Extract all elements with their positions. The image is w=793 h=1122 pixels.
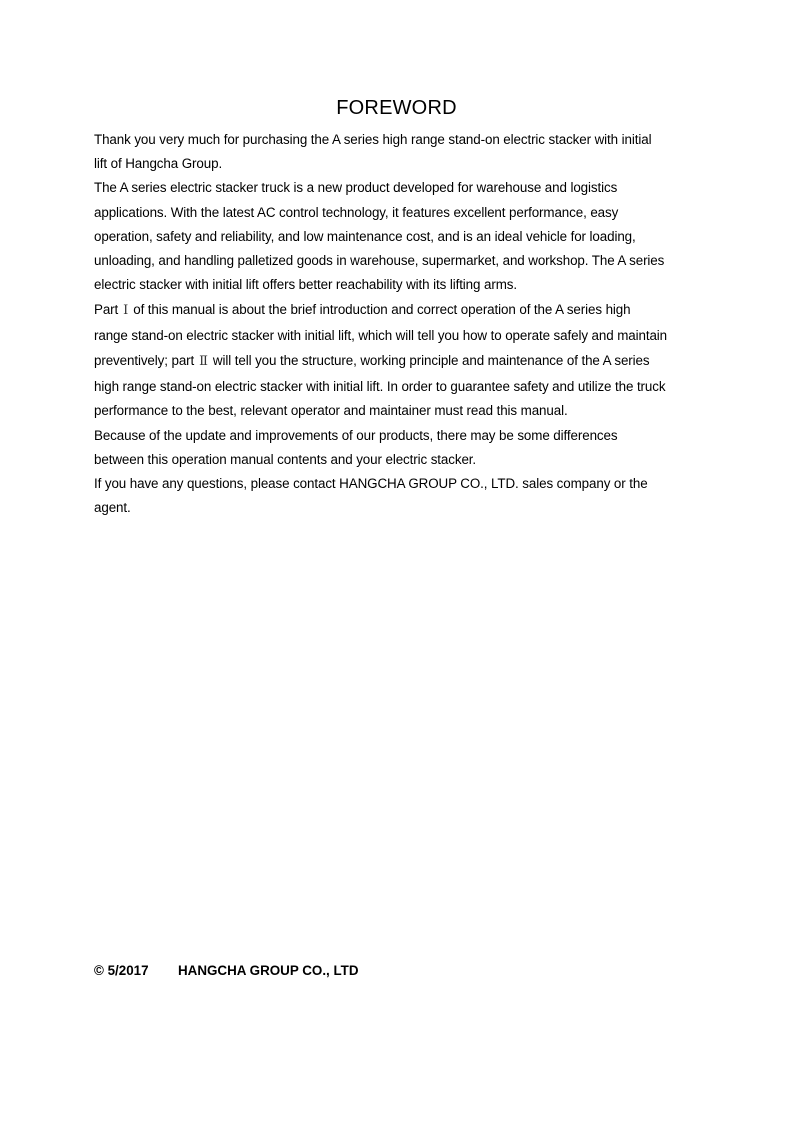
paragraph-4-line-2: between this operation manual contents and your electric stacker.: [94, 451, 477, 467]
copyright-date: © 5/2017: [94, 963, 149, 978]
copyright-footer: [94, 961, 359, 981]
paragraph-3-line-2: range stand-on electric stacker with initial lift, which will tell you how to operate safely and maintain: [94, 327, 668, 343]
paragraph-1-line-1: Thank you very much for purchasing the A series high range stand-on electric stacker with initial: [94, 132, 652, 147]
paragraph-3-line-5: performance to the best, relevant operator and maintainer must read this manual.: [94, 403, 568, 419]
paragraph-5-line-1: If you have any questions, please contact HANGCHA GROUP CO., LTD. sales company or the: [94, 475, 648, 491]
roman-numeral-two: Ⅱ: [199, 353, 208, 369]
foreword-body: [94, 128, 709, 520]
roman-numeral-one: Ⅰ: [123, 302, 129, 318]
paragraph-2-line-5: electric stacker with initial lift offers better reachability with its lifting arms.: [94, 277, 517, 293]
paragraph-2-line-1: The A series electric stacker truck is a new product developed for warehouse and logistics: [94, 180, 618, 196]
part-label: Part: [94, 302, 119, 318]
paragraph-3-line-1-text: of this manual is about the brief introduction and correct operation of the A series high: [133, 302, 631, 318]
company-name: HANGCHA GROUP CO., LTD: [178, 963, 359, 978]
paragraph-5-line-2: agent.: [94, 500, 131, 516]
paragraph-2-line-2: applications. With the latest AC control technology, it features excellent performance, easy: [94, 204, 619, 220]
paragraph-1-line-2: lift of Hangcha Group.: [94, 156, 223, 172]
paragraph-3-line-4: high range stand-on electric stacker with initial lift. In order to guarantee safety and utilize the truck: [94, 378, 666, 394]
paragraph-3-line-1: [94, 297, 709, 323]
paragraph-3-line-3: [94, 348, 709, 374]
part-two-label: preventively; part: [94, 353, 195, 369]
paragraph-3-line-3-text: will tell you the structure, working principle and maintenance of the A series: [212, 353, 650, 369]
paragraph-2-line-4: unloading, and handling palletized goods in warehouse, supermarket, and workshop. The A series: [94, 252, 665, 268]
paragraph-2-line-3: operation, safety and reliability, and low maintenance cost, and is an ideal vehicle for loading,: [94, 228, 636, 244]
page-title: FOREWORD: [336, 97, 457, 119]
paragraph-4-line-1: Because of the update and improvements of our products, there may be some differences: [94, 427, 618, 443]
